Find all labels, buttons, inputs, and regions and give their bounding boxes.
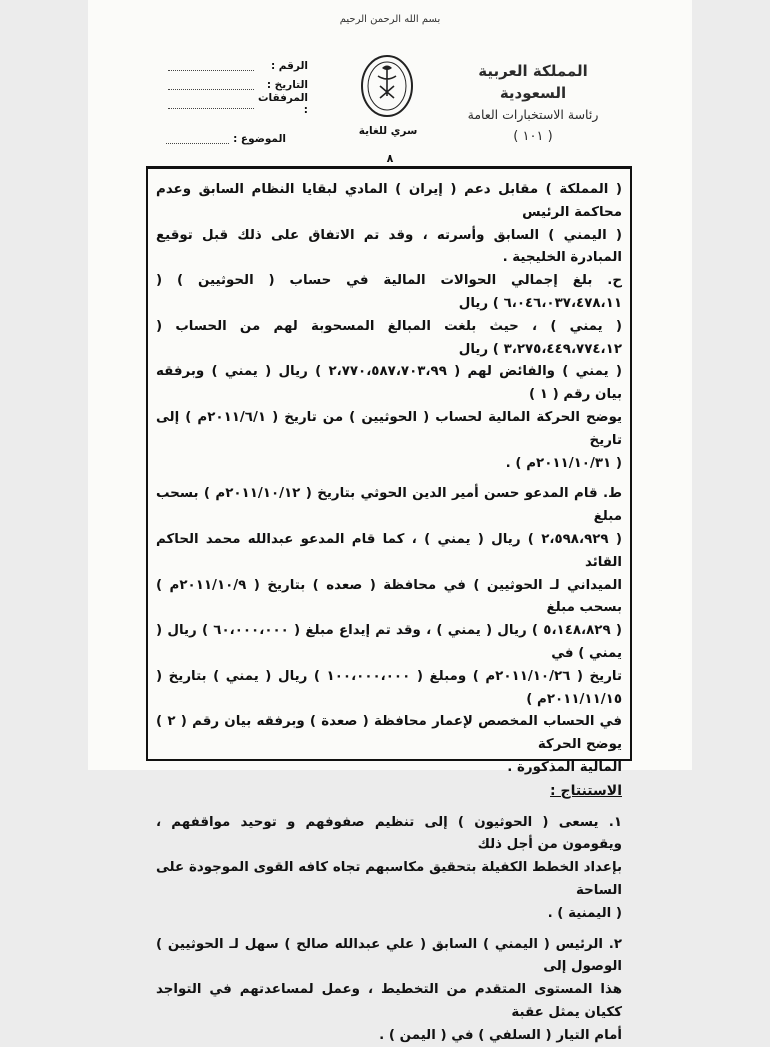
text-line: ط. قام المدعو حسن أمير الدين الحوثي بتاريخ ( ٢٠١١/١٠/١٢م ) بسحب مبلغ <box>156 483 622 529</box>
number-field <box>168 56 308 75</box>
subject-field <box>166 133 286 145</box>
document-page <box>88 0 692 770</box>
text-line: تاريخ ( ٢٠١١/١٠/٢٦م ) ومبلغ ( ١٠٠،٠٠٠،٠٠٠ ) ريال ( يمني ) بتاريخ ( ٢٠١١/١١/١٥م ) <box>156 666 622 712</box>
conclusion-title: الاستنتاج : <box>550 783 622 799</box>
conclusion-heading <box>156 780 622 804</box>
paragraph-h <box>156 270 622 475</box>
number-dots <box>168 61 254 71</box>
letter-body <box>156 179 622 1047</box>
subject-dots <box>166 134 229 144</box>
agency-emblem-icon <box>360 54 414 118</box>
text-line: المالية المذكورة . <box>156 757 622 780</box>
conclusion-item-1 <box>156 812 622 926</box>
text-line: ( المملكة ) مقابل دعم ( إيران ) المادي لبقايا النظام السابق وعدم محاكمة الرئيس <box>156 179 622 225</box>
text-line: أمام التيار ( السلفي ) في ( اليمن ) . <box>156 1025 622 1047</box>
classification-label: سري للغاية <box>338 125 438 137</box>
agency-name: رئاسة الاستخبارات العامة <box>448 104 618 126</box>
text-line: ( اليمني ) السابق وأسرته ، وقد تم الاتفاق على ذلك قبل توقيع المبادرة الخليجية . <box>156 225 622 271</box>
text-line: ( اليمنية ) . <box>156 903 622 926</box>
text-line: ٢. الرئيس ( اليمني ) السابق ( علي عبدالله صالح ) سهل لـ الحوثيين ) الوصول إلى <box>156 934 622 980</box>
text-line: ١. يسعى ( الحوثيون ) إلى تنظيم صفوفهم و توحيد مواقفهم ، ويقومون من أجل ذلك <box>156 812 622 858</box>
text-line: يوضح الحركة المالية لحساب ( الحوثيين ) من تاريخ ( ٢٠١١/٦/١م ) إلى تاريخ <box>156 407 622 453</box>
date-dots <box>168 80 254 90</box>
paragraph-t <box>156 483 622 779</box>
text-line: ( ٥،١٤٨،٨٢٩ ) ريال ( يمني ) ، وقد تم إيداع مبلغ ( ٦٠،٠٠٠،٠٠٠ ) ريال ( يمني ) في <box>156 620 622 666</box>
text-line: ( ٢،٥٩٨،٩٢٩ ) ريال ( يمني ) ، كما قام المدعو عبدالله محمد الحاكم القائد <box>156 529 622 575</box>
text-line: ( ٢٠١١/١٠/٣١م ) . <box>156 453 622 476</box>
text-line: ( يمني ) والفائض لهم ( ٢،٧٧٠،٥٨٧،٧٠٣،٩٩ ) ريال ( يمني ) وبرفقه بيان رقم ( ١ ) <box>156 361 622 407</box>
reference-fields <box>168 56 308 113</box>
text-line: هذا المستوى المتقدم من التخطيط ، وعمل لمساعدتهم في التواجد ككيان يمثل عقبة <box>156 979 622 1025</box>
attachments-dots <box>168 99 254 109</box>
conclusion-item-2 <box>156 934 622 1047</box>
country-name: المملكة العربية السعودية <box>448 60 618 104</box>
text-line: بإعداد الخطط الكفيلة بتحقيق مكاسبهم تجاه كافه القوى الموجودة على الساحة <box>156 857 622 903</box>
attachments-field <box>168 94 308 113</box>
date-label: التاريخ : <box>260 79 308 91</box>
basmala: بسم الله الرحمن الرحيم <box>88 14 692 25</box>
text-line: ح. بلغ إجمالي الحوالات المالية في حساب ( الحوثيين ) ( ٦،٠٤٦،٠٣٧،٤٧٨،١١ ) ريال <box>156 270 622 316</box>
letterhead <box>448 60 618 148</box>
text-line: الميداني لـ الحوثيين ) في محافظة ( صعده ) بتاريخ ( ٢٠١١/١٠/٩م ) بسحب مبلغ <box>156 575 622 621</box>
attachments-label: المرفقات : <box>260 92 308 116</box>
number-label: الرقم : <box>260 60 308 72</box>
intro-paragraph <box>156 179 622 270</box>
text-line: في الحساب المخصص لإعمار محافظة ( صعدة ) وبرفقه بيان رقم ( ٢ ) يوضح الحركة <box>156 711 622 757</box>
text-line: ( يمني ) ، حيث بلغت المبالغ المسحوبة لهم من الحساب ( ٣،٢٧٥،٤٤٩،٧٧٤،١٢ ) ريال <box>156 316 622 362</box>
page-number: ٨ <box>360 152 420 165</box>
content-frame <box>146 166 632 761</box>
subject-label: الموضوع : <box>233 133 286 145</box>
document-code: ( ١٠١ ) <box>448 126 618 148</box>
